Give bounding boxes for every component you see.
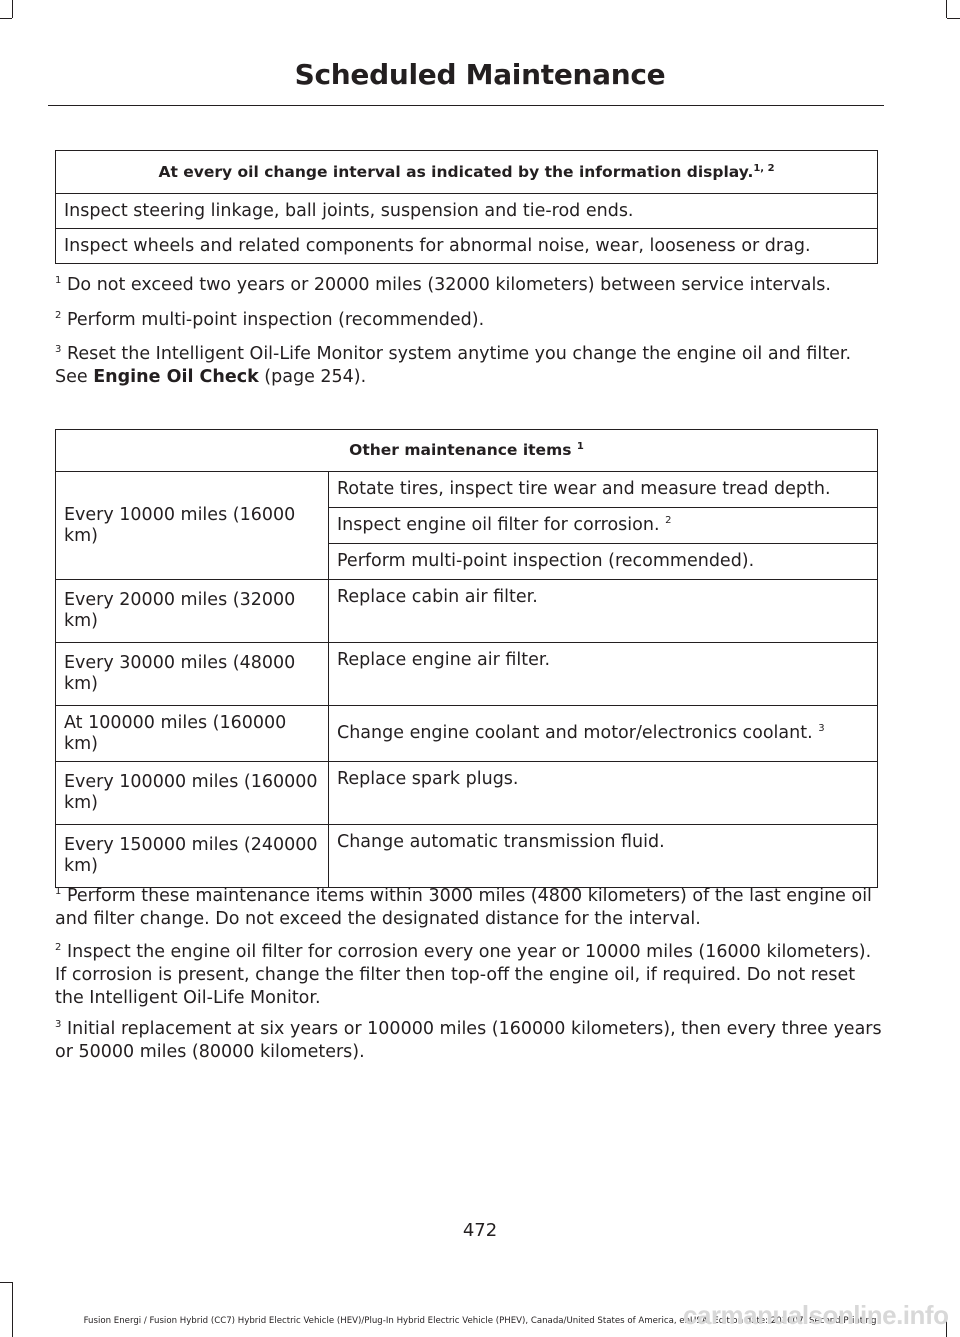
title-divider (48, 105, 884, 106)
footnote: $^1$ Do not exceed two years or 20000 miles (32000 kilometers) between service intervals. (55, 275, 831, 295)
item-cell: Change automatic transmission fluid. (329, 825, 878, 888)
footnote: $^3$ Reset the Intelligent Oil-Life Monitor system anytime you change the engine oil and filter. See Engine Oil Check (page 254). (55, 344, 852, 387)
interval-cell: Every 30000 miles (48000 km) (56, 643, 329, 706)
item-cell: Perform multi-point inspection (recommended). (329, 544, 878, 580)
item-cell: Replace spark plugs. (329, 762, 878, 825)
oil-interval-table (55, 150, 878, 264)
interval-cell: At 100000 miles (160000 km) (56, 706, 329, 762)
footnote: $^3$ Initial replacement at six years or 100000 miles (160000 kilometers), then every three years or 50000 miles (80000 kilometers). (55, 1019, 882, 1062)
footnote: $^2$ Inspect the engine oil filter for corrosion every one year or 10000 miles (16000 kilometers). If corrosion is present, change the filter then top-off the engine oil, if required. Do not reset the Intelligent Oil-Life Monitor. (55, 942, 872, 1008)
watermark: carmanualsonline.info (683, 1300, 949, 1330)
item-cell: Rotate tires, inspect tire wear and measure tread depth. (329, 472, 878, 508)
crop-mark (0, 1282, 12, 1283)
item-cell: Inspect engine oil filter for corrosion. $^2$ (329, 508, 878, 544)
other-maintenance-table (55, 429, 878, 888)
page-title: Scheduled Maintenance (294, 58, 666, 91)
interval-cell: Every 10000 miles (16000 km) (56, 472, 329, 580)
footnote: $^2$ Perform multi-point inspection (recommended). (55, 310, 485, 330)
oil-interval-heading: At every oil change interval as indicated by the information display.$^{1, 2}$ (56, 151, 878, 194)
interval-cell: Every 100000 miles (160000 km) (56, 762, 329, 825)
interval-cell: Every 150000 miles (240000 km) (56, 825, 329, 888)
crop-mark (947, 18, 960, 19)
crop-mark (12, 1282, 13, 1337)
item-cell: Replace cabin air filter. (329, 580, 878, 643)
crop-mark (946, 0, 947, 18)
interval-cell: Every 20000 miles (32000 km) (56, 580, 329, 643)
table-row: Inspect steering linkage, ball joints, suspension and tie-rod ends. (56, 194, 878, 229)
publication-footer: Fusion Energi / Fusion Hybrid (CC7) Hybrid Electric Vehicle (HEV)/Plug-In Hybrid Electric Vehicle (PHEV), Canada/United States of America, enUSA, Edition date: 201607, Second Printing (83, 1316, 877, 1326)
page-number: 472 (462, 1220, 498, 1241)
table-row: Inspect wheels and related components for abnormal noise, wear, looseness or drag. (56, 229, 878, 264)
cross-reference-link[interactable]: Engine Oil Check (93, 367, 259, 387)
item-cell: Change engine coolant and motor/electronics coolant. $^3$ (329, 706, 878, 762)
other-maintenance-heading: Other maintenance items $^1$ (56, 430, 878, 472)
item-cell: Replace engine air filter. (329, 643, 878, 706)
footnote: $^1$ Perform these maintenance items within 3000 miles (4800 kilometers) of the last engine oil and filter change. Do not exceed the designated distance for the interval. (55, 886, 872, 929)
crop-mark (0, 18, 12, 19)
crop-mark (12, 0, 13, 18)
